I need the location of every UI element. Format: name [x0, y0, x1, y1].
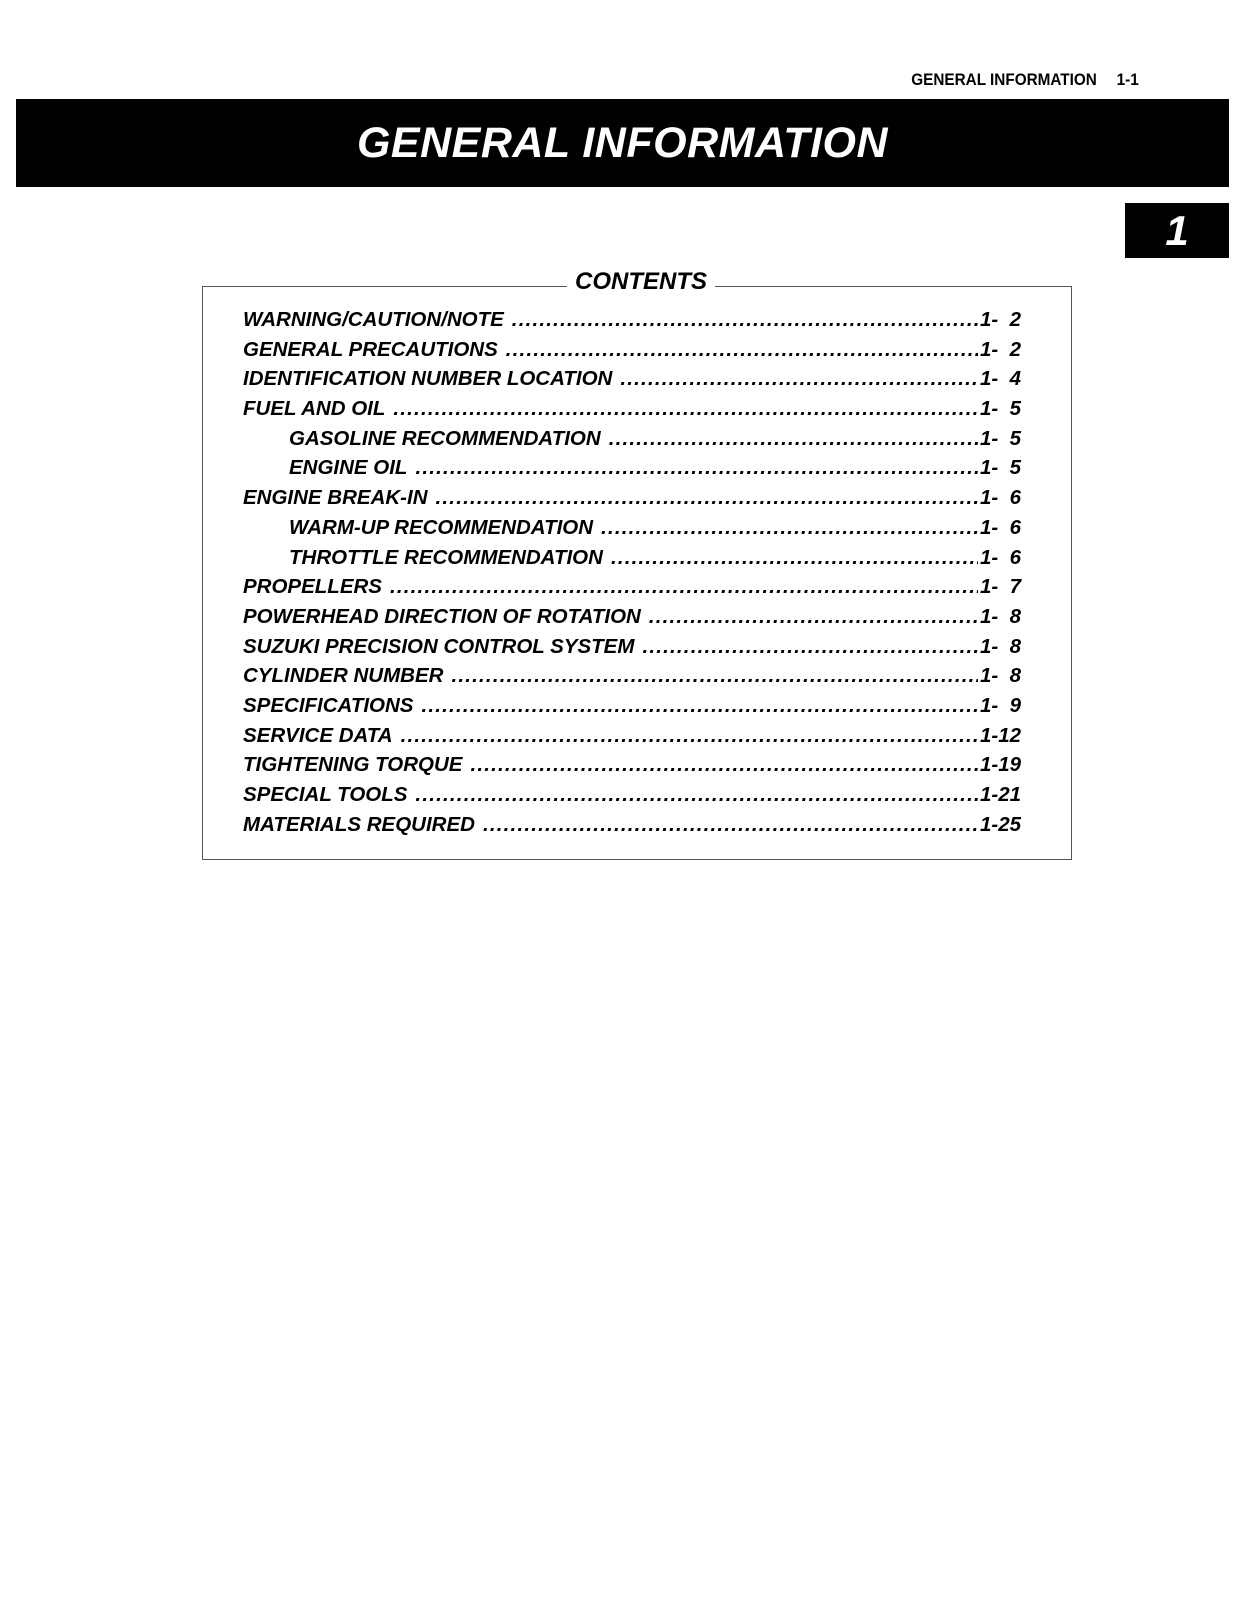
contents-heading: [203, 268, 1071, 296]
toc-entry-label: GENERAL PRECAUTIONS: [243, 337, 498, 361]
toc-entry-page: 1- 8: [979, 634, 1021, 658]
toc-entry-page: 1- 9: [979, 693, 1021, 717]
toc-entry[interactable]: [243, 486, 1021, 516]
table-of-contents: [243, 308, 1021, 842]
toc-leader-dots: [611, 546, 978, 570]
toc-entry-label: SPECIFICATIONS: [243, 693, 414, 717]
toc-entry[interactable]: [243, 456, 1021, 486]
toc-entry-label: POWERHEAD DIRECTION OF ROTATION: [243, 604, 641, 628]
toc-entry[interactable]: [243, 753, 1021, 783]
chapter-title-bar: [16, 99, 1229, 187]
section-tab: 1: [1125, 203, 1229, 258]
toc-entry-page: 1-19: [979, 753, 1021, 777]
toc-entry-page: 1- 5: [979, 456, 1021, 480]
toc-leader-dots: [512, 308, 978, 332]
toc-entry-label: SERVICE DATA: [243, 723, 393, 747]
contents-heading-text: CONTENTS: [567, 268, 715, 295]
toc-entry-page: 1-25: [979, 812, 1021, 836]
toc-leader-dots: [649, 605, 978, 629]
toc-leader-dots: [451, 664, 978, 688]
toc-entry[interactable]: [243, 367, 1021, 397]
toc-entry-label: GASOLINE RECOMMENDATION: [289, 426, 601, 450]
chapter-title: GENERAL INFORMATION: [356, 118, 889, 167]
toc-entry[interactable]: [243, 724, 1021, 754]
toc-entry-page: 1- 8: [979, 604, 1021, 628]
toc-entry-page: 1- 7: [979, 575, 1021, 599]
toc-entry-page: 1- 6: [979, 515, 1021, 539]
toc-entry[interactable]: [243, 427, 1021, 457]
toc-leader-dots: [483, 813, 978, 837]
toc-entry-page: 1- 2: [979, 308, 1021, 331]
toc-leader-dots: [401, 724, 978, 748]
toc-leader-dots: [601, 516, 978, 540]
running-header-page-number: 1-1: [1116, 70, 1139, 89]
toc-entry[interactable]: [243, 546, 1021, 576]
toc-entry[interactable]: [243, 783, 1021, 813]
toc-entry-page: 1-12: [979, 723, 1021, 747]
toc-leader-dots: [390, 575, 978, 599]
toc-entry[interactable]: [243, 308, 1021, 338]
toc-leader-dots: [393, 397, 978, 421]
toc-leader-dots: [415, 456, 978, 480]
toc-entry-label: WARNING/CAUTION/NOTE: [243, 308, 504, 331]
toc-entry-page: 1- 8: [979, 664, 1021, 688]
toc-entry-page: 1-21: [979, 783, 1021, 806]
toc-entry-label: SUZUKI PRECISION CONTROL SYSTEM: [243, 634, 635, 658]
toc-entry-label: WARM-UP RECOMMENDATION: [289, 515, 594, 539]
toc-entry-page: 1- 5: [979, 426, 1021, 450]
toc-entry-label: TIGHTENING TORQUE: [243, 753, 463, 777]
contents-box: [202, 268, 1072, 860]
toc-entry-label: PROPELLERS: [243, 575, 382, 599]
toc-entry-page: 1- 5: [979, 397, 1021, 421]
toc-entry[interactable]: [243, 664, 1021, 694]
toc-entry-page: 1- 4: [979, 367, 1021, 391]
toc-entry[interactable]: [243, 694, 1021, 724]
toc-entry[interactable]: [243, 635, 1021, 665]
toc-entry-label: MATERIALS REQUIRED: [243, 812, 475, 836]
toc-entry-page: 1- 6: [979, 486, 1021, 510]
toc-leader-dots: [642, 635, 978, 659]
toc-entry[interactable]: [243, 397, 1021, 427]
toc-entry[interactable]: [243, 338, 1021, 368]
toc-entry-page: 1- 6: [979, 545, 1021, 569]
toc-entry[interactable]: [243, 813, 1021, 843]
toc-entry-label: IDENTIFICATION NUMBER LOCATION: [243, 367, 613, 391]
toc-leader-dots: [506, 338, 978, 362]
toc-leader-dots: [421, 694, 978, 718]
toc-entry-page: 1- 2: [979, 337, 1021, 361]
running-header-section: GENERAL INFORMATION: [911, 70, 1098, 89]
toc-leader-dots: [415, 783, 978, 807]
toc-leader-dots: [620, 367, 978, 391]
toc-entry-label: ENGINE BREAK-IN: [243, 486, 428, 510]
toc-entry-label: FUEL AND OIL: [243, 397, 386, 421]
toc-entry-label: THROTTLE RECOMMENDATION: [289, 545, 603, 569]
running-header: [911, 70, 1139, 90]
toc-leader-dots: [436, 486, 978, 510]
toc-entry[interactable]: [243, 575, 1021, 605]
toc-leader-dots: [609, 427, 978, 451]
toc-entry[interactable]: [243, 605, 1021, 635]
toc-entry[interactable]: [243, 516, 1021, 546]
toc-leader-dots: [470, 753, 978, 777]
toc-entry-label: CYLINDER NUMBER: [243, 664, 444, 688]
toc-entry-label: ENGINE OIL: [289, 456, 408, 480]
toc-entry-label: SPECIAL TOOLS: [243, 783, 408, 806]
